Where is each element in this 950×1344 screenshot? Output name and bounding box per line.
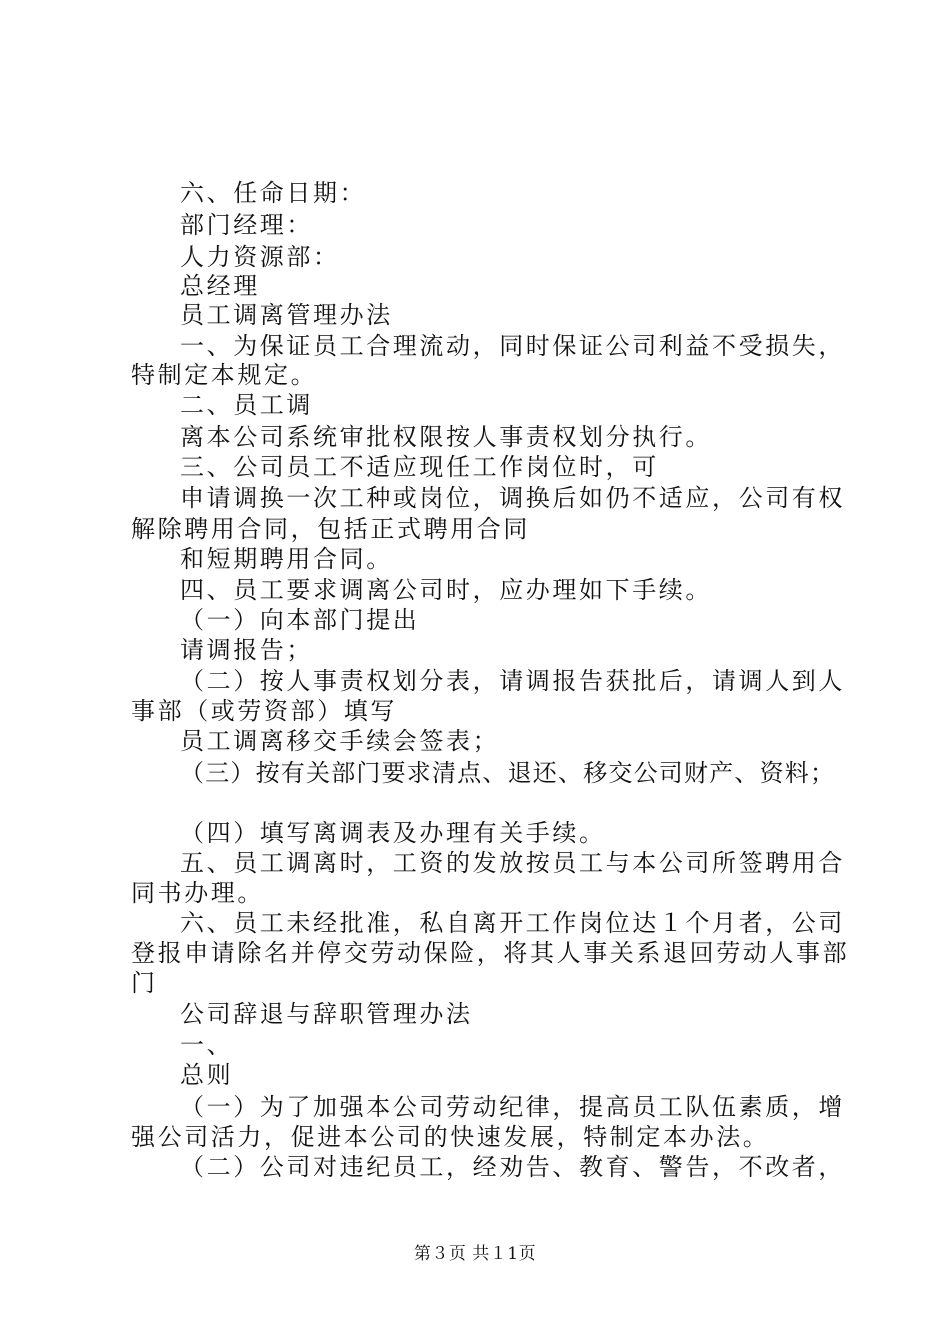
text-line: （四）填写离调表及办理有关手续。 xyxy=(180,819,606,847)
text-line: 门 xyxy=(131,969,158,997)
text-line: （二）按人事责权划分表，请调报告获批后，请调人到人 xyxy=(180,667,845,695)
section-title: 公司辞退与辞职管理办法 xyxy=(180,1000,473,1028)
text-line: 五、员工调离时，工资的发放按员工与本公司所签聘用合 xyxy=(180,849,845,877)
text-line: 总经理 xyxy=(180,272,260,300)
text-line: （一）向本部门提出 xyxy=(180,606,420,634)
text-line: 申请调换一次工种或岗位，调换后如仍不适应，公司有权 xyxy=(180,484,845,512)
text-line: 解除聘用合同，包括正式聘用合同 xyxy=(131,515,530,543)
text-line: （三）按有关部门要求清点、退还、移交公司财产、资料； xyxy=(180,759,836,787)
text-line: 特制定本规定。 xyxy=(131,361,318,389)
text-line: 离本公司系统审批权限按人事责权划分执行。 xyxy=(180,423,712,451)
text-line: 总则 xyxy=(180,1061,234,1089)
text-line: 二、员工调 xyxy=(180,391,313,419)
text-line: 三、公司员工不适应现任工作岗位时，可 xyxy=(180,453,659,481)
section-title: 员工调离管理办法 xyxy=(180,301,393,329)
text-line: 和短期聘用合同。 xyxy=(180,545,393,573)
text-line: 请调报告； xyxy=(180,636,313,664)
text-line: 事部（或劳资部）填写 xyxy=(131,697,397,725)
text-line: 同书办理。 xyxy=(131,879,264,907)
text-line: 员工调离移交手续会签表； xyxy=(180,727,500,755)
text-line: 登报申请除名并停交劳动保险，将其人事关系退回劳动人事部 xyxy=(131,939,850,967)
text-line: 六、员工未经批准，私自离开工作岗位达１个月者，公司 xyxy=(180,909,845,937)
text-line: 部门经理： xyxy=(180,211,313,239)
text-line: 人力资源部： xyxy=(180,243,340,271)
page-number-footer: 第３页 共１1页 xyxy=(413,1244,537,1264)
text-line: 强公司活力，促进本公司的快速发展，特制定本办法。 xyxy=(131,1123,770,1151)
text-line: 四、员工要求调离公司时，应办理如下手续。 xyxy=(180,576,712,604)
text-line: 六、任命日期： xyxy=(180,179,367,207)
text-line: （二）公司对违纪员工，经劝告、教育、警告，不改者， xyxy=(180,1153,845,1181)
text-line: 一、为保证员工合理流动，同时保证公司利益不受损失， xyxy=(180,332,845,360)
text-line: （一）为了加强本公司劳动纪律，提高员工队伍素质，增 xyxy=(180,1093,845,1121)
text-line: 一、 xyxy=(180,1031,234,1059)
